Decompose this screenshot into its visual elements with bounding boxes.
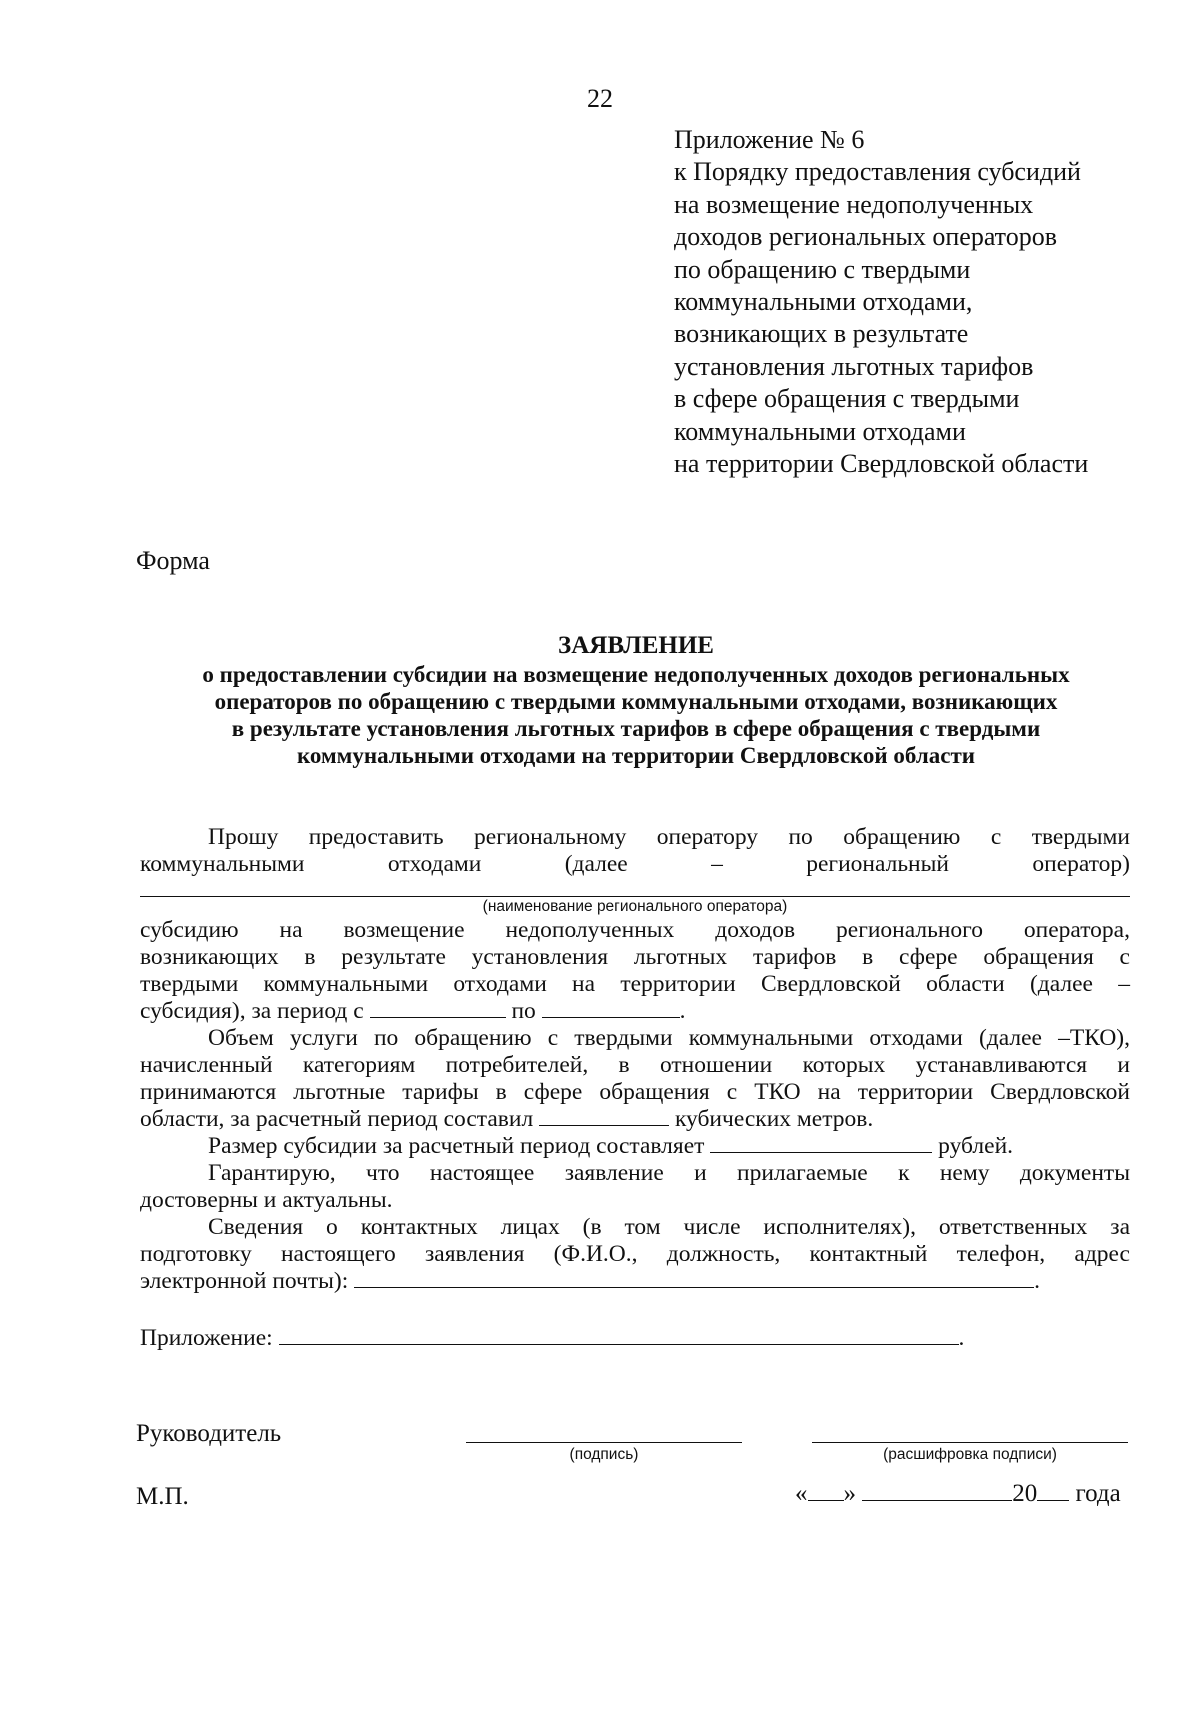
- appendix-header: [674, 124, 1088, 480]
- form-label: Форма: [136, 546, 210, 575]
- body-line: [140, 1268, 1130, 1295]
- date-month-field[interactable]: [862, 1482, 1012, 1501]
- period-from-field[interactable]: [370, 999, 506, 1018]
- attachment-field[interactable]: [279, 1326, 959, 1345]
- appendix-line: установления льготных тарифов: [674, 351, 1034, 381]
- body-line: возникающих в результате установления льготных тарифов в сфере обращения с: [140, 944, 1130, 970]
- body-line: достоверны и актуальны.: [140, 1187, 393, 1213]
- attachment-label: Приложение:: [140, 1325, 273, 1351]
- contacts-end: .: [1034, 1268, 1041, 1294]
- period-to-label: по: [511, 998, 536, 1024]
- body-line: [140, 1133, 1130, 1160]
- body-line: [140, 1106, 1130, 1133]
- body-word: оператор): [1032, 851, 1130, 877]
- body-line: твердыми коммунальными отходами на территории Свердловской области (далее –: [140, 971, 1130, 997]
- body-word: (далее: [564, 851, 628, 877]
- body-word: коммунальными: [140, 851, 305, 877]
- date-open-quote: «: [795, 1480, 808, 1507]
- title-sub-line: коммунальными отходами на территории Свердловской области: [296, 743, 976, 768]
- title-main: ЗАЯВЛЕНИЕ: [558, 632, 714, 659]
- body-line: Прошу предоставить региональному оператору по обращению с твердыми: [208, 824, 1130, 850]
- subsidy-amount-unit: рублей.: [938, 1133, 1014, 1159]
- application-body: [140, 824, 1130, 1352]
- document-title: [136, 632, 1136, 769]
- body-line: субсидию на возмещение недополученных доходов регионального оператора,: [140, 917, 1130, 943]
- volume-unit: кубических метров.: [674, 1106, 874, 1132]
- body-line: [140, 998, 1130, 1025]
- appendix-line: коммунальными отходами: [674, 416, 966, 446]
- appendix-line: к Порядку предоставления субсидий: [674, 157, 1081, 187]
- contacts-field[interactable]: [354, 1269, 1034, 1288]
- body-line: Гарантирую, что настоящее заявление и прилагаемые к нему документы: [208, 1160, 1130, 1186]
- appendix-line: возникающих в результате: [674, 319, 969, 349]
- body-line: подготовку настоящего заявления (Ф.И.О., должность, контактный телефон, адрес: [140, 1241, 1130, 1267]
- signature-caption: (подпись): [569, 1446, 639, 1463]
- operator-name-field[interactable]: [140, 878, 1130, 897]
- body-line: [140, 851, 1130, 878]
- date-line: [795, 1480, 1121, 1508]
- date-close-quote: »: [843, 1480, 856, 1507]
- date-year-prefix: 20: [1012, 1480, 1038, 1507]
- volume-label: области, за расчетный период составил: [140, 1106, 534, 1132]
- head-label: Руководитель: [136, 1420, 282, 1447]
- period-end: .: [679, 998, 686, 1024]
- subsidy-amount-field[interactable]: [710, 1134, 932, 1153]
- date-suffix: года: [1075, 1480, 1121, 1507]
- signature-decode-field[interactable]: [812, 1442, 1128, 1443]
- appendix-line: на возмещение недополученных: [674, 189, 1034, 219]
- subsidy-amount-label: Размер субсидии за расчетный период составляет: [208, 1133, 705, 1159]
- body-line: Объем услуги по обращению с твердыми коммунальными отходами (далее –ТКО),: [208, 1025, 1130, 1051]
- appendix-line: доходов региональных операторов: [674, 222, 1057, 252]
- period-label: субсидия), за период с: [140, 998, 364, 1024]
- title-sub-line: о предоставлении субсидии на возмещение недополученных доходов региональных: [202, 662, 1070, 687]
- date-year-field[interactable]: [1037, 1482, 1069, 1501]
- body-word: отходами: [387, 851, 482, 877]
- appendix-line: в сфере обращения с твердыми: [674, 384, 1020, 414]
- volume-field[interactable]: [539, 1107, 669, 1126]
- body-line: принимаются льготные тарифы в сфере обращения с ТКО на территории Свердловской: [140, 1079, 1130, 1105]
- title-sub-line: в результате установления льготных тарифов в сфере обращения с твердыми: [231, 716, 1041, 741]
- body-line: начисленный категориям потребителей, в отношении которых устанавливаются и: [140, 1052, 1130, 1078]
- appendix-line: на территории Свердловской области: [674, 449, 1089, 479]
- date-day-field[interactable]: [808, 1482, 844, 1501]
- attachment-line: [140, 1325, 1130, 1352]
- appendix-line: коммунальными отходами,: [674, 287, 973, 317]
- operator-name-caption: (наименование регионального оператора): [482, 898, 788, 915]
- body-word: региональный: [806, 851, 949, 877]
- appendix-line: Приложение № 6: [674, 125, 865, 154]
- signature-field[interactable]: [466, 1442, 742, 1443]
- body-line: Сведения о контактных лицах (в том числе исполнителях), ответственных за: [208, 1214, 1130, 1240]
- contacts-label: электронной почты):: [140, 1268, 349, 1294]
- title-sub-line: операторов по обращению с твердыми коммунальными отходами, возникающих: [214, 689, 1058, 714]
- body-word: –: [711, 851, 723, 877]
- appendix-line: по обращению с твердыми: [674, 254, 971, 284]
- period-to-field[interactable]: [542, 999, 680, 1018]
- signature-decode-caption: (расшифровка подписи): [883, 1446, 1057, 1463]
- attachment-end: .: [958, 1325, 965, 1351]
- stamp-label: М.П.: [136, 1483, 189, 1510]
- page-number: 22: [587, 84, 613, 113]
